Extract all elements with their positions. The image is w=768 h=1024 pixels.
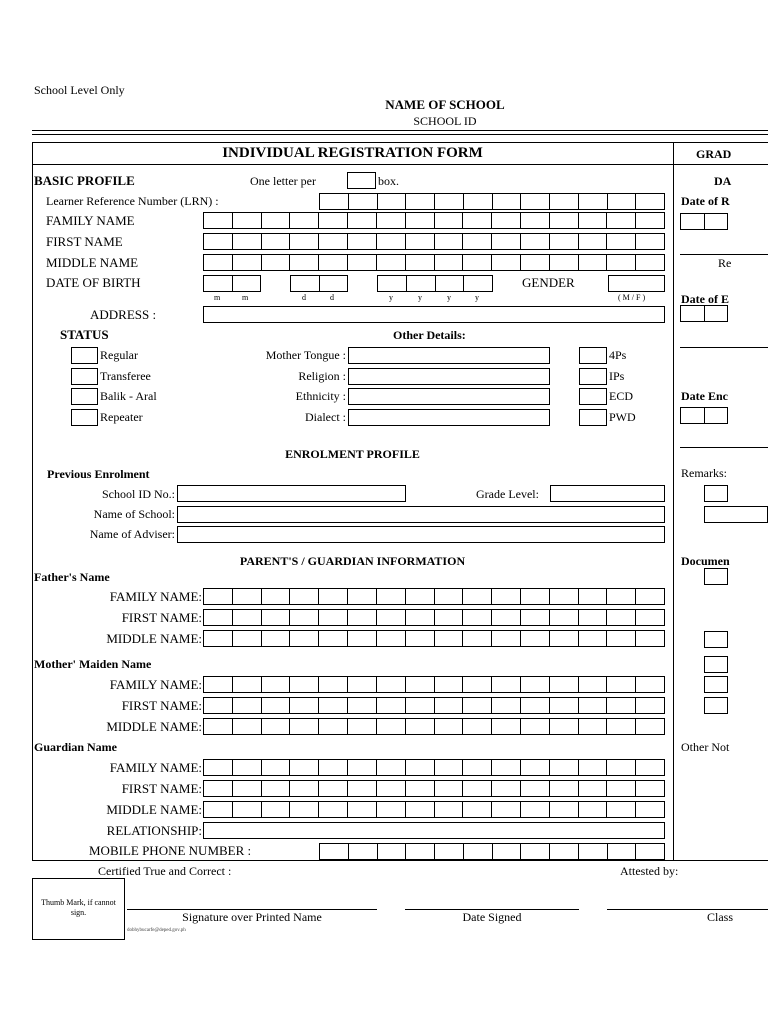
guardian-first-input[interactable] (203, 780, 665, 797)
first-name-input[interactable] (203, 233, 665, 250)
first-name-label: FIRST NAME (46, 234, 123, 249)
status-regular-checkbox[interactable] (71, 347, 98, 364)
father-middle-label: MIDDLE NAME: (106, 631, 202, 646)
level-note: School Level Only (34, 83, 125, 97)
frame-bottom (32, 860, 768, 861)
thumb-mark-label: Thumb Mark, if cannot sign. (41, 898, 116, 917)
mother-first-label: FIRST NAME: (121, 698, 202, 713)
guardian-family-input[interactable] (203, 759, 665, 776)
father-family-input[interactable] (203, 588, 665, 605)
mother-tongue-label: Mother Tongue : (265, 348, 346, 362)
adviser-label: Name of Adviser: (89, 527, 175, 541)
gender-label: GENDER (522, 275, 575, 290)
dob-year-input[interactable] (377, 275, 493, 292)
side-doc-box-3[interactable] (704, 656, 728, 673)
date-signed-caption: Date Signed (462, 910, 522, 924)
father-first-label: FIRST NAME: (121, 610, 202, 625)
father-family-label: FAMILY NAME: (109, 589, 202, 604)
dob-hint-d1: d (302, 293, 306, 302)
side-doc-box-1[interactable] (704, 568, 728, 585)
side-date-enc-input[interactable] (680, 407, 728, 424)
guardian-family-label: FAMILY NAME: (109, 760, 202, 775)
box-word: box. (378, 174, 399, 188)
middle-name-input[interactable] (203, 254, 665, 271)
relationship-label: RELATIONSHIP: (106, 823, 202, 838)
ips-label: IPs (609, 369, 625, 383)
middle-name-label: MIDDLE NAME (46, 255, 139, 270)
enrolment-heading: ENROLMENT PROFILE (285, 447, 420, 461)
other-details-heading: Other Details: (393, 328, 466, 342)
mother-middle-input[interactable] (203, 718, 665, 735)
family-name-input[interactable] (203, 212, 665, 229)
frame-top (32, 142, 768, 143)
mobile-label: MOBILE PHONE NUMBER : (89, 843, 252, 858)
mother-tongue-input[interactable] (348, 347, 550, 364)
religion-input[interactable] (348, 368, 550, 385)
ecd-checkbox[interactable] (579, 388, 607, 405)
side-rule-1 (680, 254, 768, 255)
side-date-of-r: Date of R (681, 194, 730, 208)
mother-middle-label: MIDDLE NAME: (106, 719, 202, 734)
ips-checkbox[interactable] (579, 368, 607, 385)
attested-label: Attested by: (620, 864, 679, 878)
side-doc-box-4[interactable] (704, 676, 728, 693)
status-heading: STATUS (60, 327, 109, 342)
pwd-label: PWD (609, 410, 636, 424)
one-letter-note: One letter per (250, 174, 316, 188)
side-remarks-box-2[interactable] (704, 506, 768, 523)
side-other-not: Other Not (681, 740, 730, 754)
side-date-of-e: Date of E (681, 292, 729, 306)
prev-school-id-input[interactable] (177, 485, 406, 502)
school-name-heading: NAME OF SCHOOL (385, 97, 505, 112)
parents-heading: PARENT'S / GUARDIAN INFORMATION (239, 554, 466, 568)
status-transferee-checkbox[interactable] (71, 368, 98, 385)
father-heading: Father's Name (34, 570, 110, 584)
form-title: INDIVIDUAL REGISTRATION FORM (222, 145, 483, 161)
dialect-input[interactable] (348, 409, 550, 426)
dob-hint-m2: m (242, 293, 249, 302)
gender-hint: ( M / F ) (618, 293, 646, 302)
class-line (607, 909, 768, 910)
dob-hint-d2: d (330, 293, 334, 302)
status-balik-aral-checkbox[interactable] (71, 388, 98, 405)
ecd-label: ECD (609, 389, 633, 403)
guardian-first-label: FIRST NAME: (121, 781, 202, 796)
school-id-heading: SCHOOL ID (413, 114, 477, 128)
guardian-heading: Guardian Name (34, 740, 118, 754)
side-date-r-input[interactable] (680, 213, 728, 230)
dob-hint-y1: y (389, 293, 393, 302)
religion-label: Religion : (298, 369, 346, 383)
address-label: ADDRESS : (90, 307, 157, 322)
gender-input[interactable] (608, 275, 665, 292)
basic-profile-heading: BASIC PROFILE (34, 173, 135, 188)
header-rule-top (32, 130, 768, 131)
lrn-input[interactable] (319, 193, 665, 210)
side-da: DA (714, 174, 732, 188)
father-first-input[interactable] (203, 609, 665, 626)
dialect-label: Dialect : (305, 410, 346, 424)
pwd-checkbox[interactable] (579, 409, 607, 426)
certified-label: Certified True and Correct : (98, 864, 232, 878)
prev-school-name-label: Name of School: (93, 507, 175, 521)
status-regular-label: Regular (100, 348, 138, 362)
title-rule (32, 164, 768, 165)
mobile-input[interactable] (319, 843, 665, 860)
side-date-enc: Date Enc (681, 389, 728, 403)
dob-hint-y4: y (475, 293, 479, 302)
mother-heading: Mother' Maiden Name (34, 657, 152, 671)
prev-school-id-label: School ID No.: (102, 487, 175, 501)
mother-family-label: FAMILY NAME: (109, 677, 202, 692)
4ps-checkbox[interactable] (579, 347, 607, 364)
lrn-label: Learner Reference Number (LRN) : (46, 194, 219, 208)
email-tiny: dobhybucarfe@deped.gov.ph (127, 928, 186, 933)
grade-level-label: Grade Level: (476, 487, 539, 501)
header-rule-bottom (32, 134, 768, 135)
side-header: GRAD (696, 147, 732, 161)
previous-enrolment-heading: Previous Enrolment (47, 467, 150, 481)
status-balik-aral-label: Balik - Aral (100, 389, 157, 403)
prev-school-name-input[interactable] (177, 506, 665, 523)
mother-family-input[interactable] (203, 676, 665, 693)
grade-level-input[interactable] (550, 485, 665, 502)
side-doc-box-2[interactable] (704, 631, 728, 648)
example-letter-box (347, 172, 376, 189)
guardian-middle-input[interactable] (203, 801, 665, 818)
dob-hint-y2: y (418, 293, 422, 302)
mother-first-input[interactable] (203, 697, 665, 714)
side-remarks: Remarks: (681, 466, 727, 480)
side-documen: Documen (681, 554, 730, 568)
status-repeater-label: Repeater (100, 410, 143, 424)
dob-hint-y3: y (447, 293, 451, 302)
side-re: Re (718, 256, 732, 270)
dob-day-input[interactable] (290, 275, 348, 292)
dob-month-input[interactable] (203, 275, 261, 292)
father-middle-input[interactable] (203, 630, 665, 647)
frame-divider (673, 142, 674, 860)
signature-caption: Signature over Printed Name (182, 910, 322, 924)
status-repeater-checkbox[interactable] (71, 409, 98, 426)
guardian-middle-label: MIDDLE NAME: (106, 802, 202, 817)
side-rule-3 (680, 447, 768, 448)
status-transferee-label: Transferee (100, 369, 151, 383)
ethnicity-label: Ethnicity : (295, 389, 346, 403)
side-doc-box-5[interactable] (704, 697, 728, 714)
address-input[interactable] (203, 306, 665, 323)
frame-left (32, 142, 33, 860)
class-caption: Class (707, 910, 734, 924)
side-rule-2 (680, 347, 768, 348)
side-date-e-input[interactable] (680, 305, 728, 322)
side-remarks-box-1[interactable] (704, 485, 728, 502)
relationship-input[interactable] (203, 822, 665, 839)
dob-hint-m1: m (214, 293, 221, 302)
dob-label: DATE OF BIRTH (46, 275, 141, 290)
4ps-label: 4Ps (609, 348, 627, 362)
family-name-label: FAMILY NAME (46, 213, 135, 228)
ethnicity-input[interactable] (348, 388, 550, 405)
adviser-input[interactable] (177, 526, 665, 543)
